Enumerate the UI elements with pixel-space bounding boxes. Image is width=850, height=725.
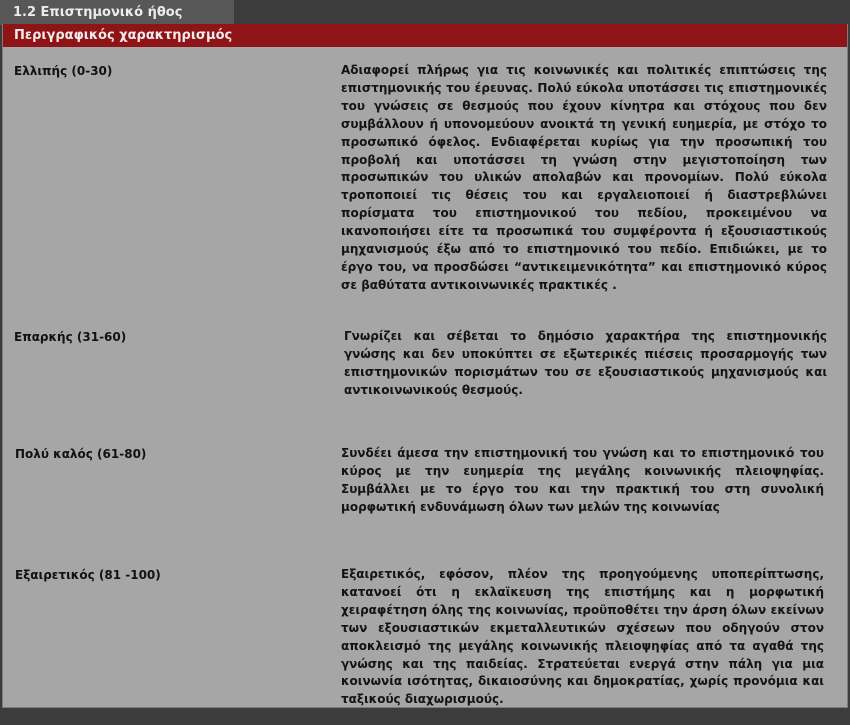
level-description: Αδιαφορεί πλήρως για τις κοινωνικές και πολιτικές επιπτώσεις της επιστημονικής του έρευνας. Πολύ εύκολα υποτάσσει τις επιστημονικές του γνώσεις σε θεσμούς που έχουν κίνητρα και στόχους που δεν συμβάλλουν ή υπονομεύουν ανοικτά τη γενική ευημερία, με στόχο το προσωπικό όφελος. Ενδιαφέρεται κυρίως για την προσωπική του προβολή και υποτάσσει τη γνώση στην μεγιστοποίηση των προσωπικών του υλικών απολαβών και προνομίων. Πολύ εύκολα τροποποιεί τις θέσεις του και εργαλειοποιεί ή διαστρεβλώνει πορίσματα του επιστημονικού του πεδίου, προκειμένου να ικανοποιήσει είτε τα προσωπικά του συμφέροντα ή εξουσιαστικούς μηχανισμούς έξω από το επιστημονικό του πεδίο. Επιδιώκει, με το έργο του, να προσδώσει “αντικειμενικότητα” και επιστημονικό κύρος σε βαθύτατα αντικοινωνικές πρακτικές . [341,63,827,292]
panel-header-title: Περιγραφικός χαρακτηρισμός [14,28,233,43]
level-label: Εξαιρετικός (81 -100) [15,568,161,582]
level-description: Εξαιρετικός, εφόσον, πλέον της προηγούμενης υποπερίπτωσης, κατανοεί ότι η εκλαϊκευση της επιστήμης και η μορφωτική χειραφέτηση όλης της κοινωνίας, προϋποθέτει την άρση όλων εκείνων των εξουσιαστικών εκμεταλλευτικών σχέσεων που οδηγούν στον αποκλεισμό της μεγάλης κοινωνικής πλειοψηφίας από τα αγαθά της γνώσης και της παιδείας. Στρατεύεται ενεργά στην πάλη για μια κοινωνία ισότητας, δικαιοσύνης και δημοκρατίας, χωρίς προνόμια και ταξικούς διαχωρισμούς. [341,567,824,707]
rubric-panel [2,24,848,708]
panel-header [3,24,847,47]
level-description: Γνωρίζει και σέβεται το δημόσιο χαρακτήρα της επιστημονικής γνώσης και δεν υποκύπτει σε εξωτερικές πιέσεις προσαρμογής των επιστημονικών πορισμάτων του σε εξουσιαστικούς μηχανισμούς και αντικοινωνικούς θεσμούς. [344,329,827,397]
section-tab[interactable] [0,0,234,25]
level-label: Επαρκής (31-60) [14,330,127,344]
level-description: Συνδέει άμεσα την επιστημονική του γνώση και το επιστημονικό του κύρος με την ευημερία της μεγάλης κοινωνικής πλειοψηφίας. Συμβάλλει με το έργο του και την πρακτική του στη συνολική μορφωτική ενδυνάμωση όλων των μελών της κοινωνίας [341,446,824,514]
level-label: Ελλιπής (0-30) [14,64,113,78]
section-tab-title: 1.2 Επιστημονικό ήθος [13,5,183,20]
level-label: Πολύ καλός (61-80) [15,447,147,461]
